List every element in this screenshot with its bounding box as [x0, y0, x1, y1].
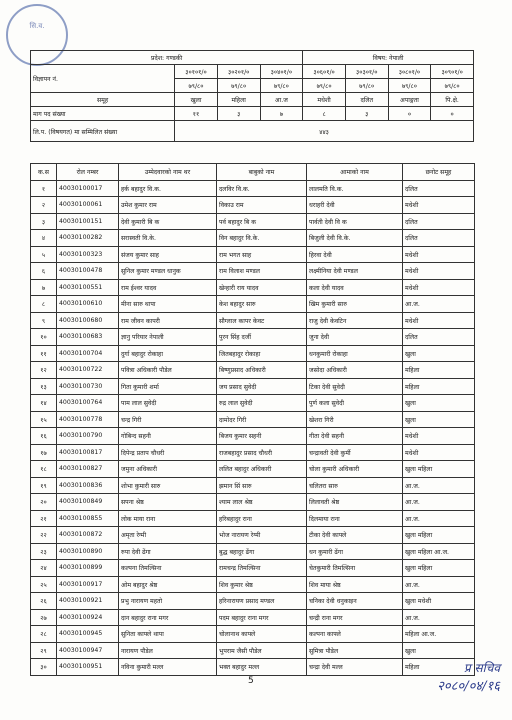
row-group: खुला महिला आ.ज.	[403, 543, 475, 560]
row-candidate: गिता कुमारी शर्मा	[119, 378, 217, 395]
row-serial: २५	[31, 576, 57, 593]
row-candidate: प्रभु नारायण महतो	[119, 593, 217, 610]
row-roll: 40030100478	[57, 263, 119, 280]
table-row	[31, 246, 475, 263]
group-name: मधेशी	[303, 93, 346, 107]
subject-label: विषय: नेपाली	[303, 51, 474, 65]
ad-number: ३०२०१/०	[217, 65, 260, 79]
row-serial: ६	[31, 263, 57, 280]
table-row	[31, 626, 475, 643]
row-mother: जुना देवी	[307, 329, 403, 346]
row-serial: १०	[31, 329, 57, 346]
row-group: खुला	[403, 642, 475, 659]
row-serial: २०	[31, 494, 57, 511]
row-mother: कला देवी यादव	[307, 279, 403, 296]
row-roll: 40030100947	[57, 642, 119, 659]
row-mother: चनिका देवी धनुकाइन	[307, 593, 403, 610]
group-name: महिला	[217, 93, 260, 107]
row-roll: 40030100778	[57, 411, 119, 428]
row-candidate: शोभा कुमारी सारु	[119, 477, 217, 494]
signature	[437, 659, 500, 694]
row-group: मधेशी	[403, 246, 475, 263]
row-father: पुरन सिंह दर्जी	[217, 329, 307, 346]
row-mother: लालमति वि.क.	[307, 180, 403, 197]
row-mother: जसोदा अधिकारी	[307, 362, 403, 379]
row-mother: चलितरा सारु	[307, 477, 403, 494]
row-father: दामोदर गिरी	[217, 411, 307, 428]
row-mother: खेशरा गिरी	[307, 411, 403, 428]
signature-date: २०८०/०४/१६	[437, 679, 500, 694]
row-candidate: नारायण पौडेल	[119, 642, 217, 659]
col-mother: आमाको नाम	[307, 164, 403, 181]
table-row	[31, 411, 475, 428]
row-candidate: पवित्रा अधिकारी पौडेल	[119, 362, 217, 379]
row-mother: लक्ष्मीनिया देवी मण्डल	[307, 263, 403, 280]
col-candidate: उम्मेदवारको नाम थर	[119, 164, 217, 181]
demand-count: ३	[345, 107, 388, 121]
table-row	[31, 329, 475, 346]
row-roll: 40030100551	[57, 279, 119, 296]
ad-number: ३०६०१/०	[303, 65, 346, 79]
row-group: महिला	[403, 659, 475, 676]
table-row	[31, 263, 475, 280]
row-mother: पार्वती देवी वि क	[307, 213, 403, 230]
table-row	[31, 378, 475, 395]
row-mother: चेतकुमारी तिमल्सिना	[307, 560, 403, 577]
ad-year: ७९/८०	[260, 79, 303, 93]
row-serial: १९	[31, 477, 57, 494]
row-mother: लिलावती श्रेष्ठ	[307, 494, 403, 511]
row-group: आ.ज.	[403, 494, 475, 511]
row-candidate: संजय कुमार साह	[119, 246, 217, 263]
row-father: जय प्रसाद सुवेदी	[217, 378, 307, 395]
row-roll: 40030100151	[57, 213, 119, 230]
table-row	[31, 428, 475, 445]
row-roll: 40030100017	[57, 180, 119, 197]
row-mother: कल्पना काफ्ले	[307, 626, 403, 643]
row-group: खुला	[403, 395, 475, 412]
row-roll: 40030100945	[57, 626, 119, 643]
row-group: खुला मधेशी	[403, 593, 475, 610]
row-father: सौग्लाल कापर केवट	[217, 312, 307, 329]
group-name: अपाङ्गता	[388, 93, 431, 107]
row-father: भोज नारायण रेग्मी	[217, 527, 307, 544]
group-name: पि.क्षे.	[431, 93, 474, 107]
row-candidate: लोक माया राना	[119, 510, 217, 527]
row-candidate: राम जीवन कापरी	[119, 312, 217, 329]
row-serial: ७	[31, 279, 57, 296]
row-candidate: सुनिता काफ्ले थापा	[119, 626, 217, 643]
row-serial: २	[31, 197, 57, 214]
row-father: चोलानाथ काफ्ले	[217, 626, 307, 643]
row-candidate: सुनिल कुमार मण्डल धानुक	[119, 263, 217, 280]
group-name: दलित	[345, 93, 388, 107]
group-name: खुला	[175, 93, 218, 107]
row-candidate: अमृता रेग्मी	[119, 527, 217, 544]
row-candidate: जमुना अधिकारी	[119, 461, 217, 478]
row-father: शिव कुमार श्रेष्ठ	[217, 576, 307, 593]
col-serial: क.स	[31, 164, 57, 181]
row-serial: २४	[31, 560, 57, 577]
row-roll: 40030100722	[57, 362, 119, 379]
row-serial: २९	[31, 642, 57, 659]
row-group: दलित	[403, 329, 475, 346]
group-name: आ.ज	[260, 93, 303, 107]
row-group: दलित	[403, 180, 475, 197]
row-candidate: सरास्वती वि.के.	[119, 230, 217, 247]
ad-number: ३०८०१/०	[388, 65, 431, 79]
row-mother: खिम कुमारी सारु	[307, 296, 403, 313]
row-mother: चोला कुमारी अधिकारी	[307, 461, 403, 478]
row-serial: १२	[31, 362, 57, 379]
row-roll: 40030100849	[57, 494, 119, 511]
ad-year: ७९/८०	[175, 79, 218, 93]
ad-number: ३०३०१/०	[345, 65, 388, 79]
table-row	[31, 527, 475, 544]
row-candidate: दिपेन्द्र प्रताप चौधरी	[119, 444, 217, 461]
row-group: आ.ज.	[403, 296, 475, 313]
row-father: हरिबहादुर राना	[217, 510, 307, 527]
written-exam-label: लि.प. (विषयगत) मा सम्मिलित संख्या	[31, 121, 175, 142]
row-serial: ८	[31, 296, 57, 313]
row-group: मधेशी	[403, 444, 475, 461]
row-group: मधेशी	[403, 197, 475, 214]
row-candidate: देवी कुमारी बि क	[119, 213, 217, 230]
row-father: श्याम लाल श्रेष्ठ	[217, 494, 307, 511]
ad-number: ३०९०१/०	[431, 65, 474, 79]
table-row	[31, 477, 475, 494]
row-group: आ.ज.	[403, 576, 475, 593]
row-father: झमान सिं सारु	[217, 477, 307, 494]
table-row	[31, 230, 475, 247]
row-serial: ५	[31, 246, 57, 263]
row-candidate: नविना कुमारी मल्ल	[119, 659, 217, 676]
advertisement-summary-table	[30, 50, 474, 142]
row-mother: राजु देवी केवटिन	[307, 312, 403, 329]
table-row	[31, 560, 475, 577]
row-roll: 40030100899	[57, 560, 119, 577]
row-father: विकाउ राम	[217, 197, 307, 214]
row-candidate: हर्क बहादुर वि.क.	[119, 180, 217, 197]
table-row	[31, 395, 475, 412]
row-father: पर्व बहादुर बि क	[217, 213, 307, 230]
ad-year: ७९/८०	[388, 79, 431, 93]
row-roll: 40030100683	[57, 329, 119, 346]
signature-title: प्र सचिव	[463, 661, 500, 675]
row-father: जितबहादुर रोकाहा	[217, 345, 307, 362]
row-father: राजबहादुर प्रसाद चौधरी	[217, 444, 307, 461]
row-serial: ३०	[31, 659, 57, 676]
table-row	[31, 659, 475, 676]
row-serial: १३	[31, 378, 57, 395]
row-group: आ.ज.	[403, 510, 475, 527]
row-roll: 40030100836	[57, 477, 119, 494]
row-mother: टीका देवी काफ्ले	[307, 527, 403, 544]
row-roll: 40030100921	[57, 593, 119, 610]
row-father: हरिनारायण प्रसाद मण्डल	[217, 593, 307, 610]
table-row	[31, 345, 475, 362]
ad-label: विज्ञापन नं.	[31, 65, 175, 93]
ad-year: ७९/८०	[217, 79, 260, 93]
row-roll: 40030100790	[57, 428, 119, 445]
row-candidate: उमेश कुमार राम	[119, 197, 217, 214]
table-row	[31, 510, 475, 527]
row-candidate: दुर्गा बहादुर रोकाहा	[119, 345, 217, 362]
row-father: भक्त बहादुर मल्ल	[217, 659, 307, 676]
table-row	[31, 494, 475, 511]
row-group: दलित	[403, 213, 475, 230]
candidate-results-table	[30, 163, 475, 676]
row-serial: ९	[31, 312, 57, 329]
row-roll: 40030100855	[57, 510, 119, 527]
table-row	[31, 296, 475, 313]
row-serial: १४	[31, 395, 57, 412]
table-row	[31, 213, 475, 230]
row-group: खुला	[403, 345, 475, 362]
row-group: मधेशी	[403, 428, 475, 445]
table-row	[31, 312, 475, 329]
table-row	[31, 197, 475, 214]
row-group: मधेशी	[403, 312, 475, 329]
row-father: बुद्ध बहादुर ढेंगा	[217, 543, 307, 560]
row-father: विन बहादुर वि.के.	[217, 230, 307, 247]
row-father: रुद्र लाल सुवेदी	[217, 395, 307, 412]
row-roll: 40030100730	[57, 378, 119, 395]
row-serial: ३	[31, 213, 57, 230]
row-group: आ.ज.	[403, 609, 475, 626]
table-row	[31, 444, 475, 461]
row-serial: २३	[31, 543, 57, 560]
demand-count: ८	[303, 107, 346, 121]
row-group: आ.ज.	[403, 477, 475, 494]
row-mother: धन कुमारी ढेंगा	[307, 543, 403, 560]
demand-count: ७	[260, 107, 303, 121]
row-group: महिला	[403, 378, 475, 395]
row-serial: १८	[31, 461, 57, 478]
row-mother: धनकुमारी रोकाहा	[307, 345, 403, 362]
row-father: राम भगत साह	[217, 246, 307, 263]
table-row	[31, 642, 475, 659]
seal-text: सि.व.	[29, 22, 45, 30]
row-serial: ११	[31, 345, 57, 362]
row-mother: चन्द्रावती देवी कुर्मी	[307, 444, 403, 461]
demand-count: ०	[388, 107, 431, 121]
col-father: बाबुको नाम	[217, 164, 307, 181]
table-header-row	[31, 164, 475, 181]
row-serial: २१	[31, 510, 57, 527]
row-father: दलविर वि.क.	[217, 180, 307, 197]
row-roll: 40030100061	[57, 197, 119, 214]
demand-count: ३	[217, 107, 260, 121]
row-candidate: सपना श्रेष्ठ	[119, 494, 217, 511]
row-candidate: रुपा देवी ढेंगा	[119, 543, 217, 560]
row-father: ललित बहादुर अधिकारी	[217, 461, 307, 478]
ad-year: ७९/८०	[345, 79, 388, 93]
row-mother: टिका देवी सुवेदी	[307, 378, 403, 395]
written-exam-count: ४४३	[175, 121, 474, 142]
row-group: खुला महिला	[403, 560, 475, 577]
ad-year: ७९/८०	[431, 79, 474, 93]
row-mother: पुर्ण कला सुवेदी	[307, 395, 403, 412]
row-father: राम विलाश मण्डल	[217, 263, 307, 280]
row-serial: २७	[31, 609, 57, 626]
row-group: महिला आ.ज.	[403, 626, 475, 643]
table-row	[31, 593, 475, 610]
row-group: खुला महिला	[403, 527, 475, 544]
row-serial: १६	[31, 428, 57, 445]
row-roll: 40030100872	[57, 527, 119, 544]
row-candidate: मीना सारु थापा	[119, 296, 217, 313]
row-mother: चन्द्रा देवी मल्ल	[307, 659, 403, 676]
row-roll: 40030100764	[57, 395, 119, 412]
table-row	[31, 576, 475, 593]
row-roll: 40030100890	[57, 543, 119, 560]
row-roll: 40030100282	[57, 230, 119, 247]
group-label: समूह	[31, 93, 175, 107]
row-serial: २६	[31, 593, 57, 610]
row-candidate: चन्द्र गिरी	[119, 411, 217, 428]
row-group: मधेशी	[403, 263, 475, 280]
demand-count: ११	[175, 107, 218, 121]
row-group: खुला महिला	[403, 461, 475, 478]
demand-label: माग पद संख्या	[31, 107, 175, 121]
table-row	[31, 180, 475, 197]
row-father: खेन्हारी राय यादव	[217, 279, 307, 296]
row-candidate: कल्पना तिमल्सिना	[119, 560, 217, 577]
table-row	[31, 609, 475, 626]
row-roll: 40030100827	[57, 461, 119, 478]
row-roll: 40030100610	[57, 296, 119, 313]
row-serial: २८	[31, 626, 57, 643]
col-group: छनोट समूह	[403, 164, 475, 181]
row-roll: 40030100917	[57, 576, 119, 593]
row-mother: सुमित्रा पौडेल	[307, 642, 403, 659]
page-number: 5	[248, 676, 254, 686]
row-roll: 40030100323	[57, 246, 119, 263]
row-candidate: ज्ञानु परियार नेपाली	[119, 329, 217, 346]
row-mother: बिजुली देवी वि.के.	[307, 230, 403, 247]
row-mother: चन्द्री राना मगर	[307, 609, 403, 626]
row-mother: दिलमाया राना	[307, 510, 403, 527]
col-roll: रोल नम्बर	[57, 164, 119, 181]
row-serial: ४	[31, 230, 57, 247]
table-row	[31, 461, 475, 478]
demand-count: ०	[431, 107, 474, 121]
row-mother: गीता देवी सहनी	[307, 428, 403, 445]
row-roll: 40030100817	[57, 444, 119, 461]
row-group: दलित	[403, 230, 475, 247]
province-label: प्रदेश: गण्डकी	[31, 51, 303, 65]
row-group: मधेशी	[403, 279, 475, 296]
row-candidate: गोबिन्द सहनी	[119, 428, 217, 445]
row-candidate: दान बहादुर राना मगर	[119, 609, 217, 626]
table-row	[31, 543, 475, 560]
row-serial: १५	[31, 411, 57, 428]
table-row	[31, 279, 475, 296]
row-roll: 40030100951	[57, 659, 119, 676]
row-group: महिला	[403, 362, 475, 379]
row-father: बिष्णुप्रसाद अधिकारी	[217, 362, 307, 379]
row-father: रामचन्द्र तिमल्सिना	[217, 560, 307, 577]
row-mother: धराहरी देवी	[307, 197, 403, 214]
ad-number: ३०४०१/०	[260, 65, 303, 79]
row-group: खुला	[403, 411, 475, 428]
ad-number: ३०१०१/०	[175, 65, 218, 79]
row-candidate: पाम लाल सुवेदी	[119, 395, 217, 412]
row-roll: 40030100680	[57, 312, 119, 329]
row-father: भुपराम जैसी पौडेल	[217, 642, 307, 659]
row-roll: 40030100924	[57, 609, 119, 626]
row-father: केश बहादुर सारु	[217, 296, 307, 313]
row-candidate: ओम बहादुर श्रेष्ठ	[119, 576, 217, 593]
row-serial: १७	[31, 444, 57, 461]
row-candidate: राम ईश्वर यादव	[119, 279, 217, 296]
row-serial: १	[31, 180, 57, 197]
row-father: पदम बहादुर राना मगर	[217, 609, 307, 626]
row-father: बिजय कुमार सहनी	[217, 428, 307, 445]
row-mother: शिव माया श्रेष्ठ	[307, 576, 403, 593]
ad-year: ७९/८०	[303, 79, 346, 93]
row-mother: हिरवा देवी	[307, 246, 403, 263]
row-roll: 40030100704	[57, 345, 119, 362]
table-row	[31, 362, 475, 379]
row-serial: २२	[31, 527, 57, 544]
